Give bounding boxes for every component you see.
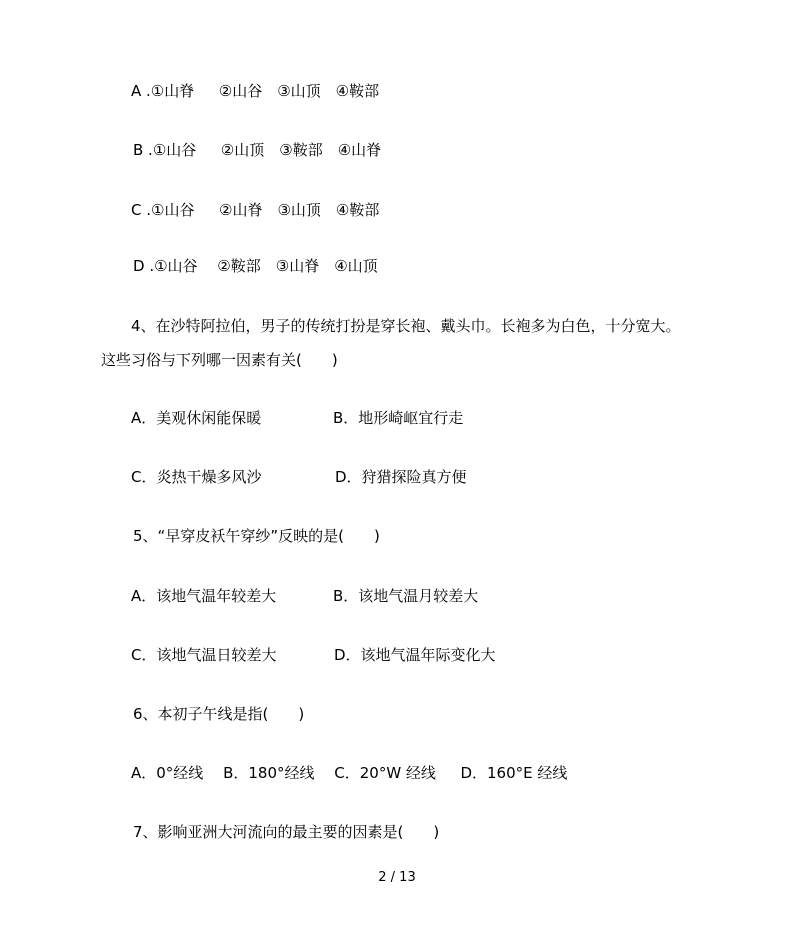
- q4-stem-line2: 这些习俗与下列哪一因素有关( ): [101, 351, 338, 369]
- q4-stem-line1: 4、在沙特阿拉伯，男子的传统打扮是穿长袍、戴头巾。长袍多为白色，十分宽大。: [131, 317, 681, 335]
- page-number: 2 / 13: [378, 870, 416, 885]
- q6-options: A．0°经线 B．180°经线 C．20°W 经线 D．160°E 经线: [131, 764, 568, 782]
- q5-option-d: D．该地气温年际变化大: [334, 646, 496, 664]
- q7-stem: 7、影响亚洲大河流向的最主要的因素是( ): [133, 823, 440, 841]
- q4-option-d: D．狩猎探险真方便: [335, 468, 467, 486]
- q4-option-c: C．炎热干燥多风沙: [131, 468, 262, 486]
- q3-option-c: C .①山谷 ②山脊 ③山顶 ④鞍部: [131, 201, 380, 219]
- q5-option-c: C．该地气温日较差大: [131, 646, 277, 664]
- q4-option-b: B．地形崎岖宜行走: [333, 409, 464, 427]
- q6-stem: 6、本初子午线是指( ): [133, 705, 305, 723]
- q3-option-a: A .①山脊 ②山谷 ③山顶 ④鞍部: [131, 82, 380, 100]
- q4-option-a: A．美观休闲能保暖: [131, 409, 262, 427]
- q3-option-b: B .①山谷 ②山顶 ③鞍部 ④山脊: [133, 141, 382, 159]
- q5-stem: 5、“早穿皮袄午穿纱”反映的是( ): [133, 527, 380, 545]
- q5-option-b: B．该地气温月较差大: [333, 587, 479, 605]
- q3-option-d: D .①山谷 ②鞍部 ③山脊 ④山顶: [133, 257, 378, 275]
- q5-option-a: A．该地气温年较差大: [131, 587, 277, 605]
